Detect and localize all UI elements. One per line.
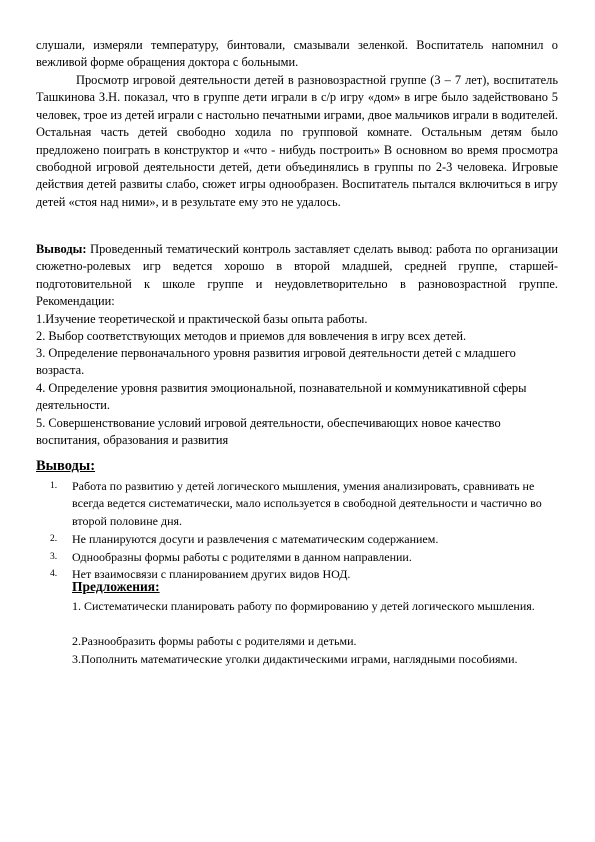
list-item [50, 549, 555, 566]
conclusion-text: Проведенный тематический контроль заставляет сделать вывод: работа по организации сюжетно-ролевых игр ведется хорошо в второй младшей, средней группе, старшей-подготовительной к школе группе и неудовлетворительно в разновозрастной группе. Рекомендации: [36, 242, 558, 309]
list-item-text: Нет взаимосвязи с планированием других видов НОД. [72, 567, 351, 582]
paragraph-observation: Просмотр игровой деятельности детей в разновозрастной группе (3 – 7 лет), воспитатель Ташкинова З.Н. показал, что в группе дети играли в с/р игру «дом» в игре было задействовано 5 человек, трое из детей играли с настольно печатными играми, двое мальчиков играли в водителей. Остальная часть детей свободно ходила по групповой комнате. Остальным детям было предложено поиграть в конструктор и «что - нибудь построить» В основном во время просмотра свободной игровой деятельности детей, дети объединялись в группы по 2-3 человека. Игровые действия детей развиты слабо, сюжет игры однообразен. Воспитатель пытался включиться в игру детей «стоя над ними», и в результате ему это не удалось. [36, 73, 558, 209]
conclusions-heading: Выводы: [36, 458, 96, 474]
recommendation-item: 1.Изучение теоретической и практической базы опыта работы. [36, 312, 368, 326]
list-number: 2. [50, 534, 58, 545]
list-number: 3. [50, 551, 58, 562]
proposals-heading: Предложения: [72, 579, 160, 594]
list-item-text: Не планируются досуги и развлечения с математическим содержанием. [72, 532, 439, 547]
proposal-item: 1. Систематически планировать работу по формированию у детей логического мышления. [72, 599, 535, 613]
recommendation-item: 3. Определение первоначального уровня развития игровой деятельности детей с младшего возраста. [36, 346, 516, 378]
proposal-item: 2.Разнообразить формы работы с родителями и детьми. [72, 634, 357, 648]
list-item [50, 478, 555, 530]
list-item [50, 531, 555, 548]
conclusion-label: Выводы: [36, 242, 87, 256]
paragraph-intro: слушали, измеряли температуру, бинтовали, смазывали зеленкой. Воспитатель напомнил о вежливой форме обращения доктора с больными. [36, 38, 558, 70]
list-item-text: Работа по развитию у детей логического мышления, умения анализировать, сравнивать не всегда ведется систематически, мало используется в свободной деятельности и частично во второй половине дня. [72, 479, 542, 528]
list-number: 4. [50, 569, 58, 580]
recommendation-item: 4. Определение уровня развития эмоциональной, познавательной и коммуникативной сферы деятельности. [36, 381, 527, 413]
list-number: 1. [50, 481, 58, 491]
conclusions-list [50, 478, 555, 583]
recommendation-item: 2. Выбор соответствующих методов и приемов для вовлечения в игру всех детей. [36, 329, 467, 343]
list-item-text: Однообразны формы работы с родителями в данном направлении. [72, 549, 412, 564]
proposal-item: 3.Пополнить математические уголки дидактическими играми, наглядными пособиями. [72, 652, 518, 666]
paragraph-conclusion [36, 241, 558, 311]
recommendation-item: 5. Совершенствование условий игровой деятельности, обеспечивающих новое качество воспитания, образования и развития [36, 416, 501, 448]
